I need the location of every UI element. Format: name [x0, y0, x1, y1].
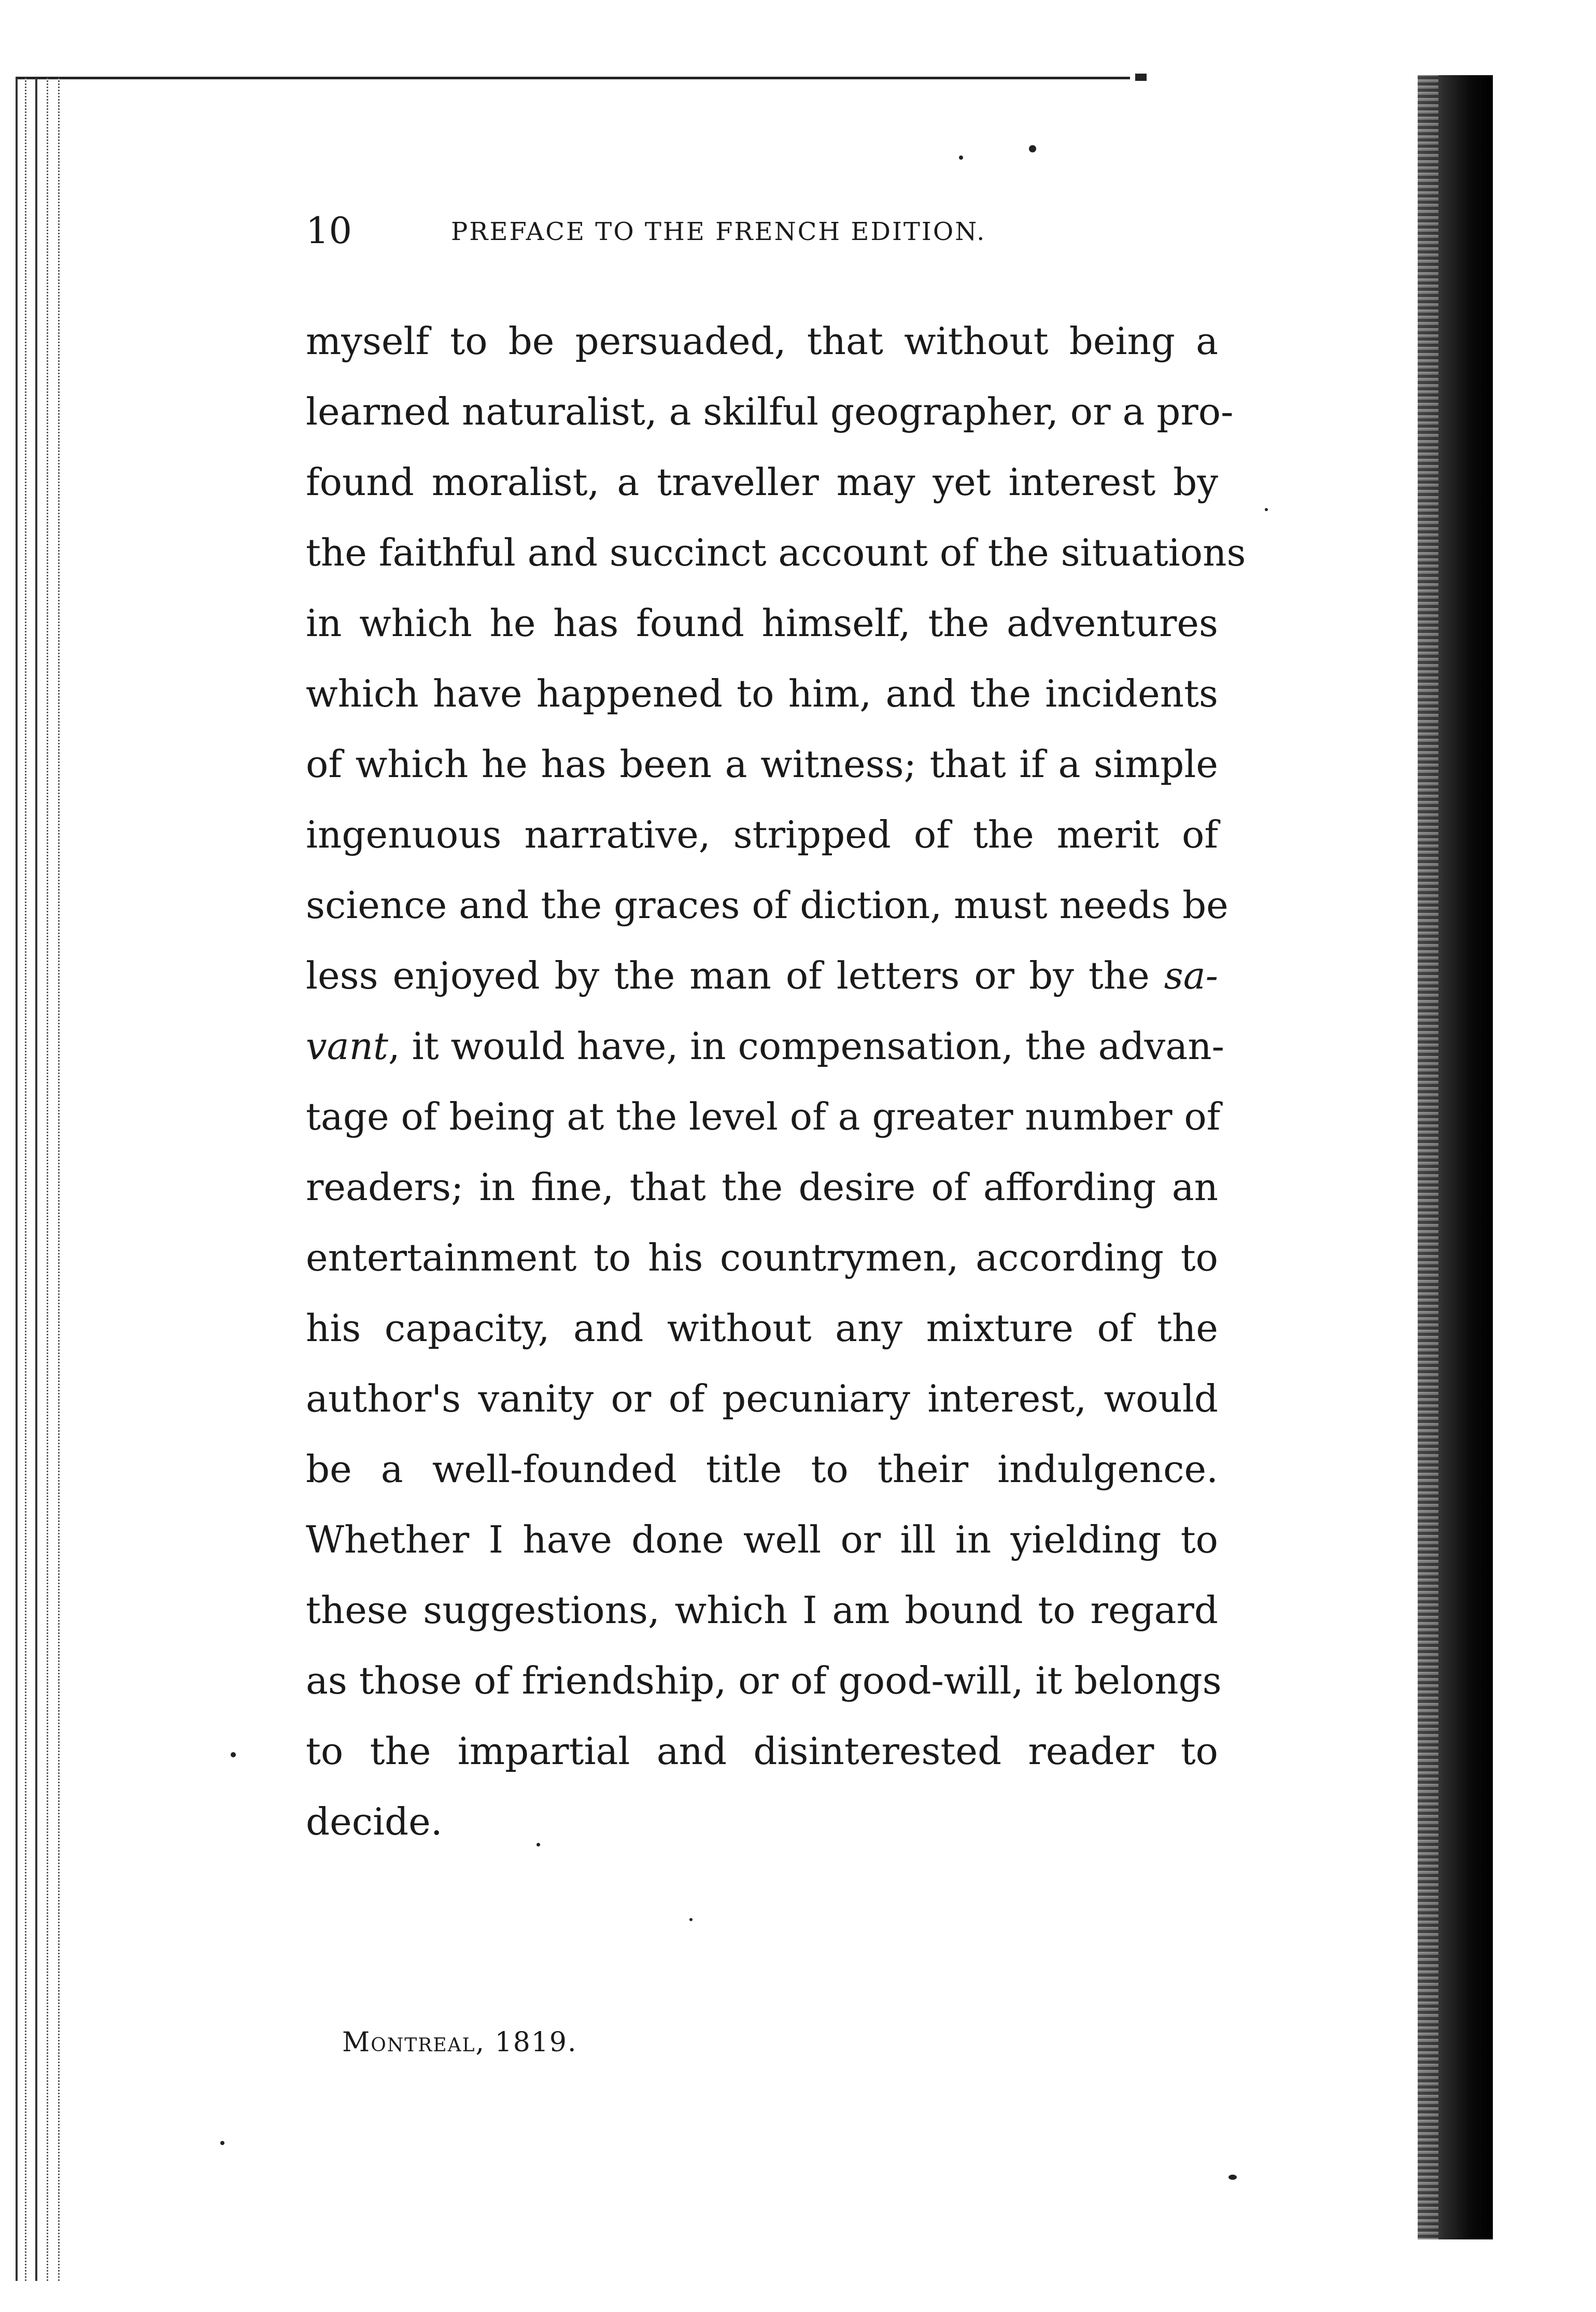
text-line-with-italic-start: [306, 1011, 1224, 1081]
text-line: as those of friendship, or of good-will, it belongs: [306, 1659, 1222, 1702]
text-line: learned naturalist, a skilful geographer, or a pro-: [306, 390, 1234, 433]
text-line: ingenuous narrative, stripped of the merit of: [306, 813, 1218, 856]
italic-word: vant: [306, 1024, 388, 1068]
scan-left-binding-edge: [16, 78, 62, 2281]
text-line: entertainment to his countrymen, according to: [306, 1236, 1218, 1279]
text-line: found moralist, a traveller may yet interest by: [306, 460, 1218, 504]
scan-top-rule: [16, 77, 1130, 79]
running-head: PREFACE TO THE FRENCH EDITION.: [451, 217, 986, 246]
text-line: Whether I have done well or ill in yielding to: [306, 1518, 1218, 1561]
text-line: in which he has found himself, the adventures: [306, 601, 1218, 645]
text-line: his capacity, and without any mixture of the: [306, 1306, 1218, 1350]
text-line: of which he has been a witness; that if a simple: [306, 742, 1218, 786]
scan-top-rule-end: [1135, 74, 1147, 81]
page-header: [306, 207, 1228, 254]
text-line: which have happened to him, and the incidents: [306, 672, 1218, 715]
scan-right-dark-margin: [1418, 75, 1493, 2239]
text-line-last: decide.: [306, 1800, 443, 1843]
text-line-with-italic-end: [306, 940, 1218, 1011]
text-line: these suggestions, which I am bound to regard: [306, 1588, 1218, 1632]
text-line: author's vanity or of pecuniary interest, would: [306, 1377, 1218, 1420]
signature-place: Montreal,: [342, 2027, 486, 2058]
text-line: myself to be persuaded, that without being a: [306, 319, 1218, 363]
text-line-roman-part: less enjoyed by the man of letters or by the: [306, 954, 1164, 997]
signature-year: 1819.: [495, 2027, 577, 2058]
text-line: the faithful and succinct account of the situations: [306, 531, 1246, 574]
signature-line: [342, 2022, 577, 2063]
text-line: readers; in fine, that the desire of affording an: [306, 1165, 1218, 1209]
italic-word: sa-: [1164, 954, 1218, 997]
text-line: be a well-founded title to their indulgence.: [306, 1447, 1218, 1491]
page-number: 10: [306, 209, 352, 252]
text-line: science and the graces of diction, must needs be: [306, 883, 1228, 927]
body-text: [306, 306, 1246, 1857]
text-line: to the impartial and disinterested reader to: [306, 1729, 1218, 1773]
text-line: tage of being at the level of a greater number of: [306, 1095, 1221, 1138]
text-line-roman-part: , it would have, in compensation, the advan-: [388, 1024, 1224, 1068]
